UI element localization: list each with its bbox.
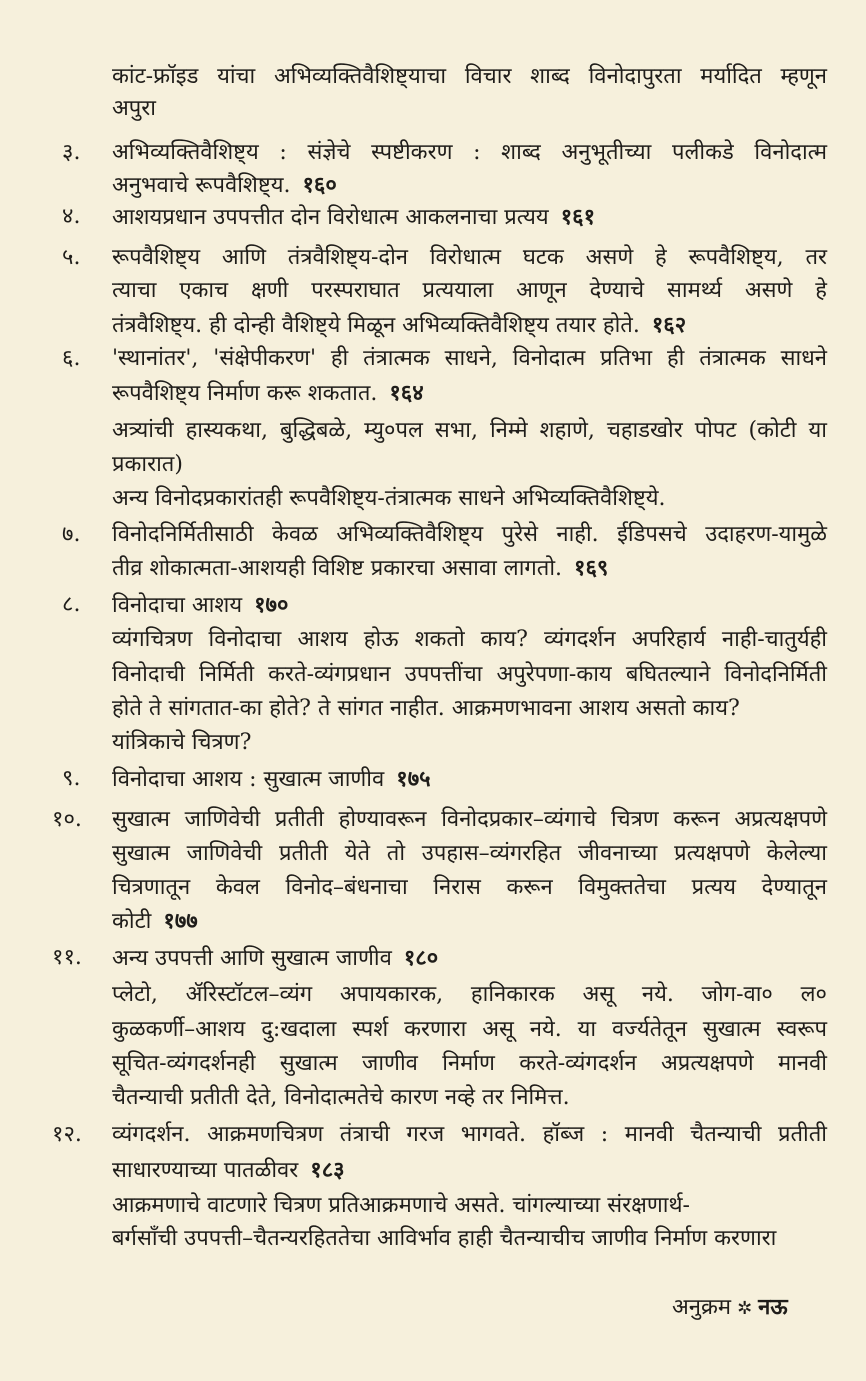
toc-line: अभिव्यक्तिवैशिष्ट्य : संज्ञेचे स्पष्टीकरण : शाब्द अनुभूतीच्या पलीकडे विनोदात्म (112, 140, 827, 165)
footer-label: अनुक्रम (672, 1295, 732, 1320)
toc-line: अत्र्यांची हास्यकथा, बुद्धिबळे, म्यु०पल सभा, निम्मे शहाणे, चहाडखोर पोपट (कोटी या (112, 418, 827, 443)
toc-line: कुळकर्णी–आशय दु:खदाला स्पर्श करणारा असू नये. या वर्ज्यतेतून सुखात्म स्वरूप (112, 1017, 827, 1042)
toc-line: अनुभवाचे रूपवैशिष्ट्य. १६० (112, 172, 337, 198)
page-number: १७० (254, 592, 289, 618)
toc-line: व्यंगदर्शन. आक्रमणचित्रण तंत्राची गरज भागवते. हॉब्ज : मानवी चैतन्याची प्रतीती (112, 1122, 827, 1147)
item-number: ८. (62, 592, 81, 617)
page-number: १८३ (310, 1157, 345, 1183)
page-number: १६२ (651, 312, 687, 338)
running-footer (672, 1292, 788, 1324)
toc-line: चित्रणातून केवल विनोद–बंधनाचा निरास करून विमुक्ततेचा प्रत्यय देण्यातून (112, 875, 827, 900)
page-number: १६९ (574, 555, 609, 581)
toc-line: 'स्थानांतर', 'संक्षेपीकरण' ही तंत्रात्मक साधने, विनोदात्म प्रतिभा ही तंत्रात्मक साधने (112, 346, 827, 371)
item-number: १२. (52, 1122, 82, 1147)
toc-line: चैतन्याची प्रतीती देते, विनोदात्मतेचे कारण नव्हे तर निमित्त. (112, 1085, 570, 1110)
item-number: ७. (62, 522, 81, 547)
item-number: ११. (52, 945, 82, 970)
item-number: ६. (62, 346, 81, 371)
toc-line: सुखात्म जाणिवेची प्रतीती होण्यावरून विनोदप्रकार–व्यंगाचे चित्रण करून अप्रत्यक्षपणे (112, 807, 827, 832)
toc-line: सुखात्म जाणिवेची प्रतीती येते तो उपहास–व्यंगरहित जीवनाच्या प्रत्यक्षपणे केलेल्या (112, 841, 827, 866)
page-number: १६४ (389, 380, 424, 406)
toc-line: विनोदाचा आशय १७० (112, 592, 289, 618)
page-number: १६१ (560, 204, 596, 230)
page-number: १७५ (396, 766, 431, 792)
toc-line: आक्रमणाचे वाटणारे चित्रण प्रतिआक्रमणाचे असते. चांगल्याच्या संरक्षणार्थ- (112, 1193, 690, 1218)
toc-line: यांत्रिकाचे चित्रण? (112, 730, 252, 755)
toc-line: बर्गसाँची उपपत्ती–चैतन्यरहिततेचा आविर्भाव हाही चैतन्याचीच जाणीव निर्माण करणारा (112, 1226, 777, 1251)
toc-line: तंत्रवैशिष्ट्य. ही दोन्ही वैशिष्ट्ये मिळून अभिव्यक्तिवैशिष्ट्य तयार होते. १६२ (112, 312, 687, 338)
toc-line: साधारण्याच्या पातळीवर १८३ (112, 1157, 345, 1183)
item-number: ५. (62, 245, 81, 270)
toc-line: रूपवैशिष्ट्य निर्माण करू शकतात. १६४ (112, 380, 424, 406)
toc-line: सूचित-व्यंगदर्शनही सुखात्म जाणीव निर्माण करते-व्यंगदर्शन अप्रत्यक्षपणे मानवी (112, 1051, 827, 1076)
toc-line: आशयप्रधान उपपत्तीत दोन विरोधात्म आकलनाचा प्रत्यय १६१ (112, 204, 596, 230)
item-number: ३. (62, 140, 81, 165)
toc-line: अपुरा (112, 96, 157, 121)
toc-line: कोटी १७७ (112, 908, 198, 934)
item-number: ४. (62, 204, 81, 229)
toc-line: व्यंगचित्रण विनोदाचा आशय होऊ शकतो काय? व्यंगदर्शन अपरिहार्य नाही-चातुर्यही (112, 627, 827, 652)
toc-line: होते ते सांगतात-का होते? ते सांगत नाहीत. आक्रमणभावना आशय असतो काय? (112, 696, 740, 721)
item-number: १०. (52, 807, 82, 832)
toc-line: कांट-फ्रॉइड यांचा अभिव्यक्तिवैशिष्ट्याचा विचार शाब्द विनोदापुरता मर्यादित म्हणून (112, 64, 827, 89)
footer-page-number: नऊ (758, 1294, 788, 1320)
toc-line: विनोदाची निर्मिती करते-व्यंगप्रधान उपपत्तींचा अपुरेपणा-काय बघितल्याने विनोदनिर्मिती (112, 662, 827, 687)
toc-line: अन्य उपपत्ती आणि सुखात्म जाणीव १८० (112, 945, 439, 971)
toc-line: विनोदनिर्मितीसाठी केवळ अभिव्यक्तिवैशिष्ट्य पुरेसे नाही. ईडिपसचे उदाहरण-यामुळे (112, 522, 827, 547)
toc-line: रूपवैशिष्ट्य आणि तंत्रवैशिष्ट्य-दोन विरोधात्म घटक असणे हे रूपवैशिष्ट्य, तर (112, 245, 827, 270)
page-number: १६० (302, 172, 337, 198)
page-number: १७७ (163, 908, 198, 934)
toc-line: विनोदाचा आशय : सुखात्म जाणीव १७५ (112, 766, 431, 792)
ornament-icon: ✲ (737, 1298, 753, 1319)
toc-line: प्लेटो, ॲरिस्टॉटल–व्यंग अपायकारक, हानिकारक असू नये. जोग-वा० ल० (112, 982, 827, 1007)
toc-line: अन्य विनोदप्रकारांतही रूपवैशिष्ट्य-तंत्रात्मक साधने अभिव्यक्तिवैशिष्ट्ये. (112, 486, 666, 511)
item-number: ९. (62, 766, 81, 791)
toc-line: त्याचा एकाच क्षणी परस्पराघात प्रत्ययाला आणून देण्याचे सामर्थ्य असणे हे (112, 278, 827, 303)
page-number: १८० (403, 945, 439, 971)
toc-line: तीव्र शोकात्मता-आशयही विशिष्ट प्रकारचा असावा लागतो. १६९ (112, 555, 609, 581)
toc-line: प्रकारात) (112, 452, 183, 477)
